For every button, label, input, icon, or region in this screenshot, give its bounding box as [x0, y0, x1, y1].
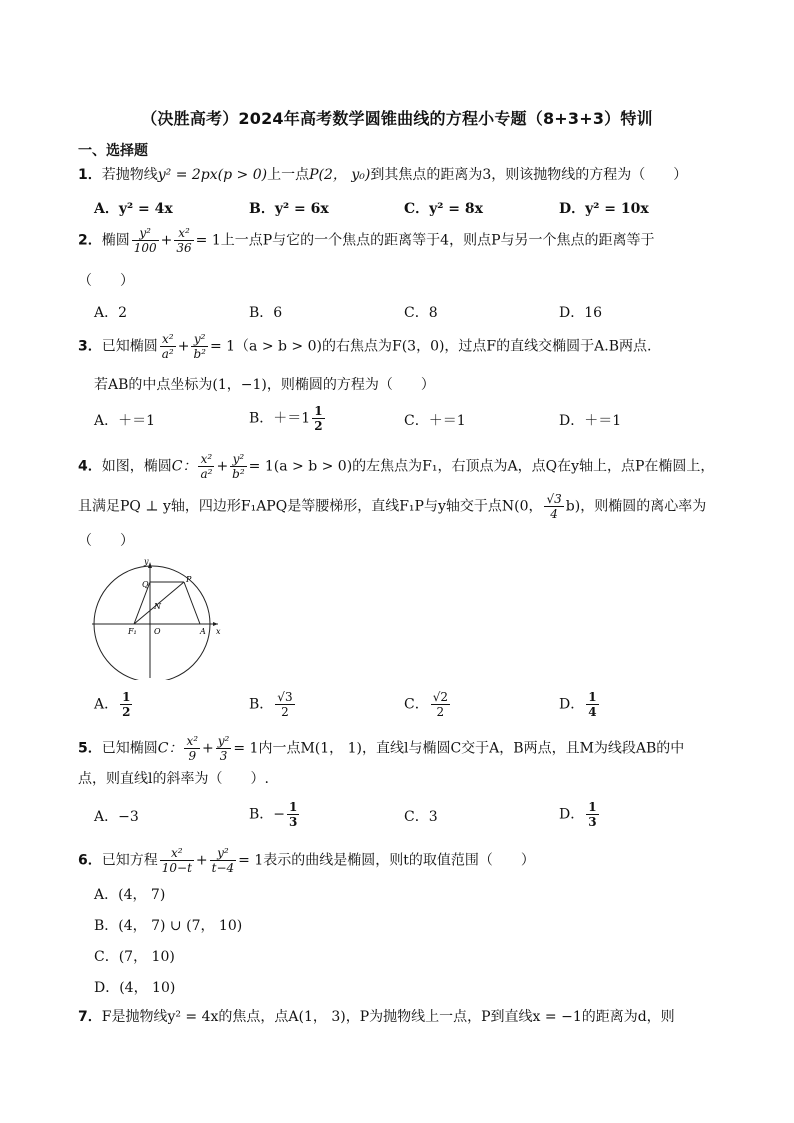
denominator: a²: [200, 467, 213, 481]
fraction: [210, 846, 237, 875]
option-label: B．＋＝1: [249, 410, 311, 427]
question-text: 已知椭圆: [101, 338, 158, 355]
denominator: 3: [219, 749, 228, 763]
option-label: B．: [249, 696, 274, 713]
numerator: √2: [432, 690, 448, 704]
question-number: 7．: [78, 1009, 102, 1025]
question-text: 椭圆: [101, 232, 130, 249]
label-n: N: [154, 602, 161, 611]
option-d[interactable]: [559, 800, 601, 829]
math-expression: C：: [157, 740, 183, 757]
question-6: 6．已知方程 $\frac{\text{x²}}{10-t}$ + $\frac{\text{y²}}{t-4}$ = 1表示的曲线是椭圆，则t的取值范围（ ）: [78, 846, 535, 875]
option-b[interactable]: [249, 690, 297, 719]
label-x: x: [216, 627, 221, 636]
page-title: （决胜高考）2024年高考数学圆锥曲线的方程小专题（8+3+3）特训: [141, 109, 653, 128]
option-b[interactable]: B．(4， 7) ∪ (7， 10): [94, 918, 243, 934]
question-number: 2．: [78, 232, 102, 249]
question-text: 到其焦点的距离为3，则该抛物线的方程为（ ）: [370, 167, 688, 183]
fraction: [198, 452, 214, 481]
numerator: √3: [277, 690, 293, 704]
question-4: 4．如图，椭圆C： $\frac{\text{x²}}{\text{a²}}$ + $\frac{\text{y²}}{\text{b²}}$ = 1(a > b > 0)的左焦点为F₁，右顶点为A，点Q在y轴上，点P在椭圆上，: [78, 452, 715, 481]
question-2: [78, 226, 655, 255]
option-c[interactable]: C．＋＝1: [404, 413, 466, 429]
numerator: 1: [588, 690, 597, 704]
question-5: 5．已知椭圆C： $\frac{\text{x²}}{9}$ + $\frac{\text{y²}}{3}$ = 1内一点M(1， 1)，直线l与椭圆C交于A，B两点，且M为线段AB的中: [78, 734, 685, 763]
question-3-line2: 若AB的中点坐标为(1，−1)，则椭圆的方程为（ ）: [94, 377, 435, 393]
question-1: [78, 166, 687, 184]
option-label: B．−: [249, 806, 286, 823]
option-c[interactable]: C．y² = 8x: [404, 201, 483, 217]
answer-paren: （ ）: [78, 273, 134, 289]
math-expression: C：: [171, 458, 197, 475]
question-text: 如图，椭圆: [101, 458, 172, 475]
plus-sign: +: [160, 232, 173, 249]
fraction: [160, 846, 194, 875]
option-d[interactable]: D．(4， 10): [94, 980, 176, 996]
numerator: 1: [122, 690, 131, 704]
question-number: 5．: [78, 740, 102, 757]
numerator: y²: [230, 452, 247, 467]
question-number: 1．: [78, 167, 102, 183]
fraction: [160, 332, 176, 361]
option-d[interactable]: [559, 690, 601, 719]
section-heading: 一、选择题: [78, 143, 148, 159]
fraction: [586, 690, 598, 719]
label-o: O: [154, 627, 161, 636]
ellipse-figure: [92, 558, 222, 680]
fraction: [586, 800, 598, 829]
denominator: 2: [436, 705, 445, 719]
denominator: 2: [314, 419, 323, 433]
x-axis-arrow: [213, 622, 218, 626]
option-a[interactable]: [94, 690, 134, 719]
denominator: b²: [232, 467, 245, 481]
denominator: 36: [176, 241, 192, 255]
question-text: 若抛物线: [101, 167, 158, 183]
option-label: C．: [404, 696, 429, 713]
numerator: y²: [191, 332, 208, 347]
denominator: 3: [289, 815, 298, 829]
option-label: D．: [559, 806, 585, 823]
numerator: x²: [160, 846, 194, 861]
option-label: A．: [94, 696, 119, 713]
question-text: 上一点: [267, 167, 310, 183]
question-text: F是抛物线y² = 4x的焦点，点A(1， 3)，P为抛物线上一点，P到直线x = −1的距离为d，则: [101, 1009, 675, 1025]
numerator: x²: [174, 226, 193, 241]
question-text: = 1表示的曲线是椭圆，则t的取值范围（ ）: [238, 852, 535, 869]
denominator: t−4: [211, 861, 235, 875]
question-text: 且满足PQ ⊥ y轴，四边形F₁APQ是等腰梯形，直线F₁P与y轴交于点N(0，: [78, 498, 543, 515]
option-a[interactable]: A．y² = 4x: [94, 201, 173, 217]
option-c[interactable]: C．3: [404, 809, 438, 825]
question-text: = 1内一点M(1， 1)，直线l与椭圆C交于A，B两点，且M为线段AB的中: [233, 740, 685, 757]
option-b[interactable]: [249, 800, 301, 829]
fraction: [431, 690, 450, 719]
option-c[interactable]: C．(7， 10): [94, 949, 175, 965]
numerator: x²: [160, 332, 176, 347]
numerator: y²: [132, 226, 159, 241]
option-a[interactable]: A．−3: [94, 809, 139, 825]
fraction: [184, 734, 200, 763]
math-expression: y² = 2px(p > 0): [157, 167, 268, 183]
fraction: [132, 226, 159, 255]
math-expression: P(2， y₀): [309, 167, 371, 183]
label-a: A: [200, 627, 206, 636]
option-a[interactable]: A．＋＝1: [94, 413, 156, 429]
answer-paren: （ ）: [78, 533, 134, 549]
option-a[interactable]: A．(4， 7): [94, 887, 166, 903]
fraction: [544, 492, 563, 521]
label-y: y: [144, 558, 149, 566]
label-f1: F₁: [128, 627, 137, 636]
denominator: 4: [550, 507, 558, 521]
numerator: x²: [198, 452, 214, 467]
y-axis-arrow: [148, 562, 152, 568]
numerator: √3: [546, 492, 562, 506]
question-number: 6．: [78, 852, 102, 869]
fraction: [174, 226, 193, 255]
fraction: [230, 452, 247, 481]
option-label: D．: [559, 696, 585, 713]
question-number: 4．: [78, 458, 102, 475]
question-text: b)，则椭圆的离心率为: [565, 498, 707, 515]
question-text: = 1上一点P与它的一个焦点的距离等于4，则点P与另一个焦点的距离等于: [195, 232, 655, 249]
question-number: 3．: [78, 338, 102, 355]
numerator: y²: [210, 846, 237, 861]
option-d[interactable]: D．y² = 10x: [559, 201, 649, 217]
option-d[interactable]: D．＋＝1: [559, 413, 622, 429]
label-p: P: [186, 575, 192, 584]
fraction: [120, 690, 132, 719]
fraction: [275, 690, 294, 719]
fraction: [287, 800, 299, 829]
denominator: 9: [188, 749, 197, 763]
numerator: 1: [289, 800, 298, 814]
denominator: a²: [161, 347, 174, 361]
denominator: 100: [133, 241, 157, 255]
numerator: x²: [186, 734, 199, 748]
label-q: Q: [142, 580, 149, 589]
option-b[interactable]: B．6: [249, 305, 283, 321]
numerator: 1: [314, 404, 323, 418]
denominator: 10−t: [161, 861, 192, 875]
numerator: y²: [217, 734, 230, 748]
question-text: 已知方程: [101, 852, 158, 869]
option-d[interactable]: D．16: [559, 305, 603, 321]
question-3: 3．已知椭圆 $\frac{\text{x²}}{\text{a²}}$ + $\frac{\text{y²}}{\text{b²}}$ = 1（a > b > 0)的右焦点为F(3，0)，过点F的直线交椭圆于A.B两点.: [78, 332, 652, 361]
option-b[interactable]: B．y² = 6x: [249, 201, 329, 217]
denominator: b²: [193, 347, 206, 361]
option-a[interactable]: A．2: [94, 305, 128, 321]
question-text: 已知椭圆: [101, 740, 158, 757]
fraction: [216, 734, 232, 763]
ellipse-curve: [94, 566, 210, 680]
question-7: [78, 1008, 675, 1026]
question-5-line2: 点，则直线l的斜率为（ ）.: [78, 771, 269, 787]
question-4-line2: [78, 492, 706, 521]
option-c[interactable]: C．8: [404, 305, 438, 321]
question-text: = 1（a > b > 0)的右焦点为F(3，0)，过点F的直线交椭圆于A.B两点.: [209, 338, 652, 355]
denominator: 3: [588, 815, 597, 829]
numerator: 1: [588, 800, 597, 814]
denominator: 2: [122, 705, 131, 719]
fraction: [312, 404, 324, 433]
denominator: 4: [588, 705, 597, 719]
fraction: [191, 332, 208, 361]
denominator: 2: [281, 705, 289, 719]
question-text: = 1(a > b > 0)的左焦点为F₁，右顶点为A，点Q在y轴上，点P在椭圆上，: [248, 458, 715, 475]
option-c[interactable]: [404, 690, 452, 719]
option-b[interactable]: [249, 404, 327, 433]
